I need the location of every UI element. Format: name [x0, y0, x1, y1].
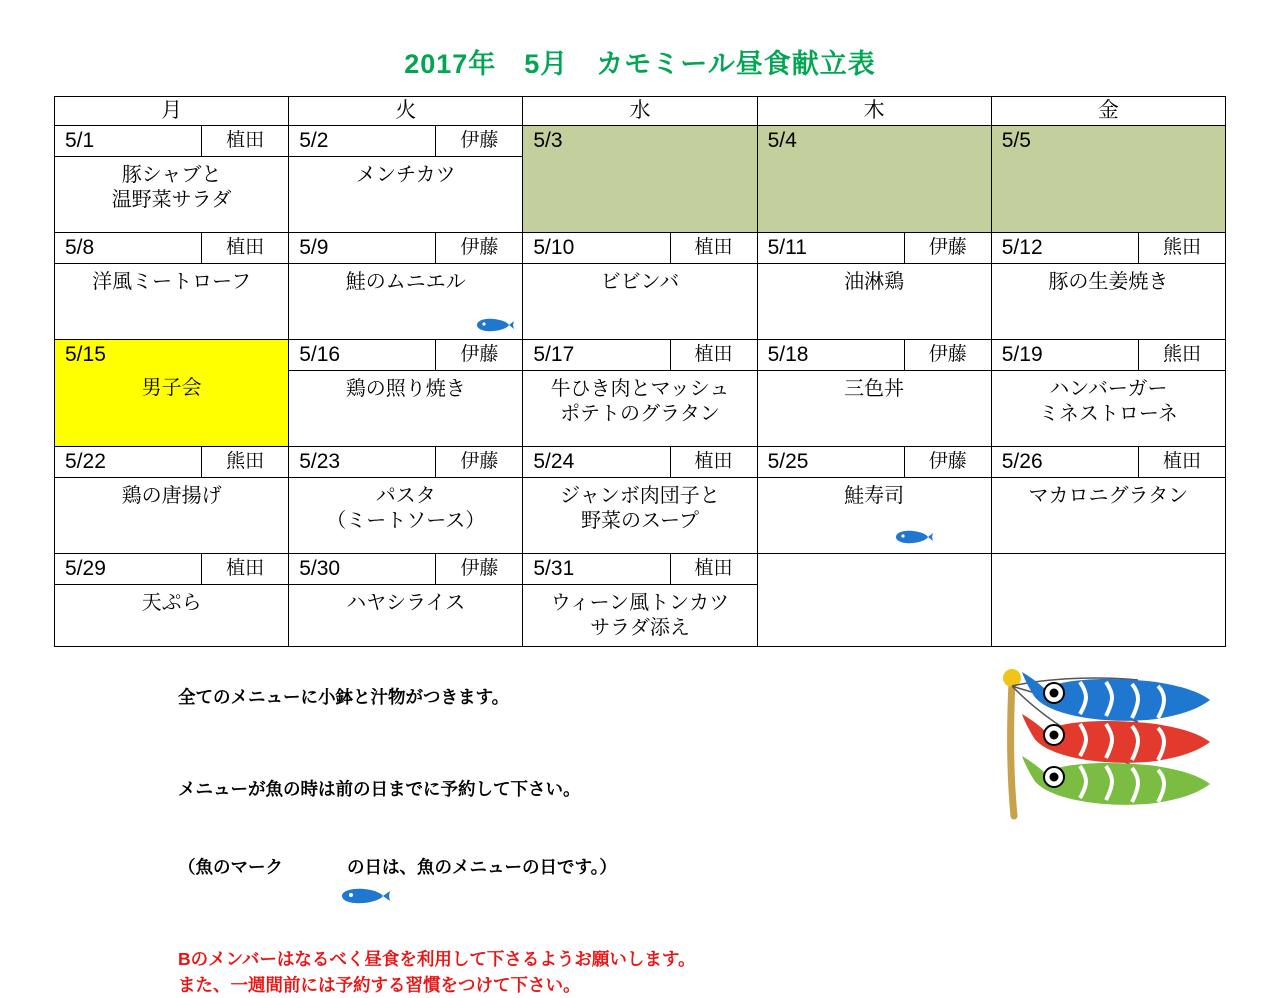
calendar-cell-header — [289, 554, 522, 585]
menu-line: ハンバーガー — [1049, 378, 1168, 400]
calendar-week-row — [55, 447, 1226, 554]
calendar-cell-date: 5/10 — [533, 236, 575, 259]
calendar-cell-header — [758, 126, 991, 156]
calendar-cell-header — [523, 340, 756, 371]
calendar-week-row — [55, 340, 1226, 447]
menu-calendar-table — [54, 96, 1226, 647]
calendar-cell-header — [992, 340, 1225, 371]
notes-block — [178, 684, 918, 998]
menu-line: 鮭寿司 — [844, 485, 905, 507]
calendar-cell-menu — [523, 585, 756, 646]
calendar-cell-menu — [758, 478, 991, 553]
calendar-cell-header — [992, 447, 1225, 478]
calendar-cell-header — [289, 447, 522, 478]
note-b-members-line2: また、一週間前には予約する習慣をつけて下さい。 — [178, 975, 581, 995]
calendar-cell-date: 5/5 — [1001, 129, 1031, 152]
calendar-cell-header — [758, 447, 991, 478]
calendar-cell-header — [523, 126, 756, 156]
note-fish-reservation-line1: メニューが魚の時は前の日までに予約して下さい。 — [178, 779, 581, 799]
weekday-header-mon: 月 — [55, 97, 289, 126]
note-fish-reservation — [178, 724, 918, 932]
calendar-cell-date: 5/23 — [299, 450, 341, 473]
calendar-cell-staff: 伊藤 — [435, 126, 522, 156]
calendar-cell-date: 5/22 — [65, 450, 106, 473]
koinobori-icon — [988, 664, 1218, 824]
calendar-cell-date: 5/26 — [1001, 450, 1043, 473]
calendar-cell-staff: 伊藤 — [435, 340, 522, 370]
calendar-cell-staff: 熊田 — [1138, 340, 1225, 370]
calendar-cell-date: 5/25 — [767, 450, 809, 473]
menu-line: 牛ひき肉とマッシュ — [550, 378, 730, 400]
calendar-cell-date: 5/2 — [299, 129, 329, 152]
calendar-cell-date: 5/3 — [533, 129, 563, 152]
menu-line: 鮭のムニエル — [345, 271, 466, 293]
page-title: 2017年 5月 カモミール昼食献立表 — [404, 49, 876, 79]
menu-line: 鶏の唐揚げ — [121, 485, 222, 507]
calendar-cell-date: 5/8 — [65, 236, 95, 259]
calendar-cell-staff: 植田 — [201, 554, 288, 584]
calendar-cell-staff: 伊藤 — [435, 447, 522, 477]
calendar-cell-header — [992, 233, 1225, 264]
calendar-cell-date: 5/1 — [65, 129, 95, 152]
calendar-cell-staff: 植田 — [670, 554, 757, 584]
calendar-cell — [523, 340, 757, 447]
calendar-cell-menu — [289, 264, 522, 339]
calendar-cell-menu — [55, 478, 288, 553]
calendar-cell-date: 5/16 — [299, 343, 341, 366]
calendar-cell-staff: 伊藤 — [904, 233, 991, 263]
calendar-cell-header — [55, 447, 288, 478]
menu-line: 男子会 — [141, 377, 202, 399]
calendar-cell-menu — [523, 156, 756, 232]
calendar-cell — [523, 126, 757, 233]
calendar-cell-staff: 伊藤 — [435, 233, 522, 263]
calendar-cell-menu — [55, 585, 288, 646]
calendar-cell-menu — [992, 156, 1225, 232]
calendar-cell-header — [992, 126, 1225, 156]
calendar-cell-header — [523, 447, 756, 478]
calendar-cell-date: 5/18 — [767, 343, 809, 366]
note-fish-mark-line — [178, 854, 918, 880]
fish-icon — [289, 860, 341, 878]
calendar-cell — [55, 126, 289, 233]
calendar-cell — [757, 126, 991, 233]
calendar-cell-menu — [523, 264, 756, 339]
calendar-cell — [757, 554, 991, 647]
calendar-cell-header — [55, 340, 288, 370]
calendar-cell — [55, 447, 289, 554]
calendar-body — [55, 126, 1226, 647]
calendar-cell — [757, 340, 991, 447]
calendar-cell — [55, 340, 289, 447]
menu-line: ジャンボ肉団子と — [560, 485, 720, 507]
weekday-header-fri: 金 — [991, 97, 1225, 126]
calendar-cell — [289, 554, 523, 647]
calendar-cell-date: 5/4 — [767, 129, 797, 152]
calendar-cell-staff: 植田 — [201, 126, 288, 156]
menu-line: 野菜のスープ — [580, 510, 699, 532]
calendar-cell-date: 5/24 — [533, 450, 575, 473]
note-fish-mark-before: （魚のマーク — [178, 857, 283, 877]
calendar-cell-staff: 伊藤 — [435, 554, 522, 584]
menu-line: 温野菜サラダ — [111, 189, 232, 211]
calendar-cell-menu — [523, 371, 756, 446]
calendar-cell-staff: 植田 — [670, 340, 757, 370]
calendar-cell-menu — [758, 264, 991, 339]
calendar-cell — [55, 554, 289, 647]
menu-line: 洋風ミートローフ — [92, 271, 252, 293]
calendar-cell-date: 5/29 — [65, 557, 106, 580]
calendar-cell-date: 5/31 — [533, 557, 575, 580]
calendar-cell-menu — [289, 371, 522, 446]
calendar-cell-menu — [758, 371, 991, 446]
calendar-cell-staff: 伊藤 — [904, 340, 991, 370]
calendar-cell — [289, 340, 523, 447]
calendar-cell-menu — [289, 585, 522, 646]
menu-line: サラダ添え — [590, 617, 690, 639]
menu-line: メンチカツ — [355, 164, 456, 186]
calendar-cell — [55, 233, 289, 340]
calendar-cell — [523, 554, 757, 647]
calendar-cell-staff: 植田 — [670, 233, 757, 263]
menu-line: （ミートソース） — [326, 510, 486, 532]
calendar-cell-date: 5/15 — [65, 343, 106, 366]
calendar-cell — [991, 126, 1225, 233]
menu-line: ハヤシライス — [346, 592, 466, 614]
calendar-cell-menu — [55, 370, 288, 446]
note-fish-mark-after: の日は、魚のメニューの日です。） — [347, 857, 617, 877]
calendar-cell-header — [758, 340, 991, 371]
calendar-cell — [991, 233, 1225, 340]
calendar-cell-staff: 熊田 — [201, 447, 288, 477]
calendar-cell — [289, 233, 523, 340]
menu-line: 油淋鶏 — [844, 271, 905, 293]
calendar-cell-date: 5/12 — [1001, 236, 1043, 259]
menu-line: 豚の生姜焼き — [1048, 271, 1169, 293]
calendar-cell-header — [289, 126, 522, 157]
fish-icon — [474, 317, 514, 333]
calendar-cell-date: 5/19 — [1001, 343, 1043, 366]
calendar-week-row — [55, 554, 1226, 647]
calendar-cell — [757, 233, 991, 340]
menu-line: マカロニグラタン — [1028, 485, 1189, 507]
calendar-cell-header — [55, 126, 288, 157]
menu-line: 三色丼 — [844, 378, 905, 400]
calendar-cell-date: 5/17 — [533, 343, 575, 366]
menu-line: 鶏の照り焼き — [345, 378, 466, 400]
calendar-cell-staff: 植田 — [670, 447, 757, 477]
calendar-cell-header — [523, 233, 756, 264]
calendar-week-row — [55, 126, 1226, 233]
menu-line: 天ぷら — [141, 592, 202, 614]
menu-line: ミネストローネ — [1038, 403, 1178, 425]
calendar-cell-staff: 植田 — [201, 233, 288, 263]
calendar-cell-menu — [55, 157, 288, 232]
calendar-cell-menu — [55, 264, 288, 339]
calendar-cell-menu — [758, 156, 991, 232]
menu-line: 豚シャブと — [121, 164, 222, 186]
calendar-cell-staff: 熊田 — [1138, 233, 1225, 263]
calendar-cell-header — [55, 554, 288, 585]
calendar-cell-staff: 伊藤 — [904, 447, 991, 477]
calendar-cell — [523, 447, 757, 554]
calendar-cell — [991, 340, 1225, 447]
calendar-cell-header — [55, 233, 288, 264]
calendar-cell — [991, 447, 1225, 554]
calendar-cell-header — [289, 340, 522, 371]
weekday-header-tue: 火 — [289, 97, 523, 126]
calendar-cell-staff: 植田 — [1138, 447, 1225, 477]
note-side-dishes: 全てのメニューに小鉢と汁物がつきます。 — [178, 687, 510, 707]
calendar-cell — [991, 554, 1225, 647]
calendar-cell — [523, 233, 757, 340]
calendar-cell-header — [523, 554, 756, 585]
calendar-cell-date: 5/11 — [767, 236, 807, 259]
calendar-cell-header — [289, 233, 522, 264]
weekday-header-wed: 水 — [523, 97, 757, 126]
note-b-members-line1: Bのメンバーはなるべく昼食を利用して下さるようお願いします。 — [178, 949, 696, 969]
menu-line: ポテトのグラタン — [560, 403, 720, 425]
calendar-cell-menu — [992, 264, 1225, 339]
calendar-cell-menu — [289, 157, 522, 232]
calendar-cell-date: 5/30 — [299, 557, 341, 580]
calendar-cell-menu — [289, 478, 522, 553]
calendar-cell-menu — [992, 478, 1225, 553]
calendar-cell — [289, 126, 523, 233]
calendar-cell-menu — [523, 478, 756, 553]
menu-line: ビビンバ — [600, 271, 680, 293]
calendar-cell-header — [758, 233, 991, 264]
calendar-cell — [289, 447, 523, 554]
calendar-cell — [757, 447, 991, 554]
weekday-header-row — [55, 97, 1226, 126]
calendar-cell-menu — [992, 371, 1225, 446]
menu-line: ウィーン風トンカツ — [550, 592, 730, 614]
calendar-cell-date: 5/9 — [299, 236, 329, 259]
fish-icon — [893, 529, 933, 545]
calendar-week-row — [55, 233, 1226, 340]
weekday-header-thu: 木 — [757, 97, 991, 126]
menu-line: パスタ — [375, 485, 436, 507]
